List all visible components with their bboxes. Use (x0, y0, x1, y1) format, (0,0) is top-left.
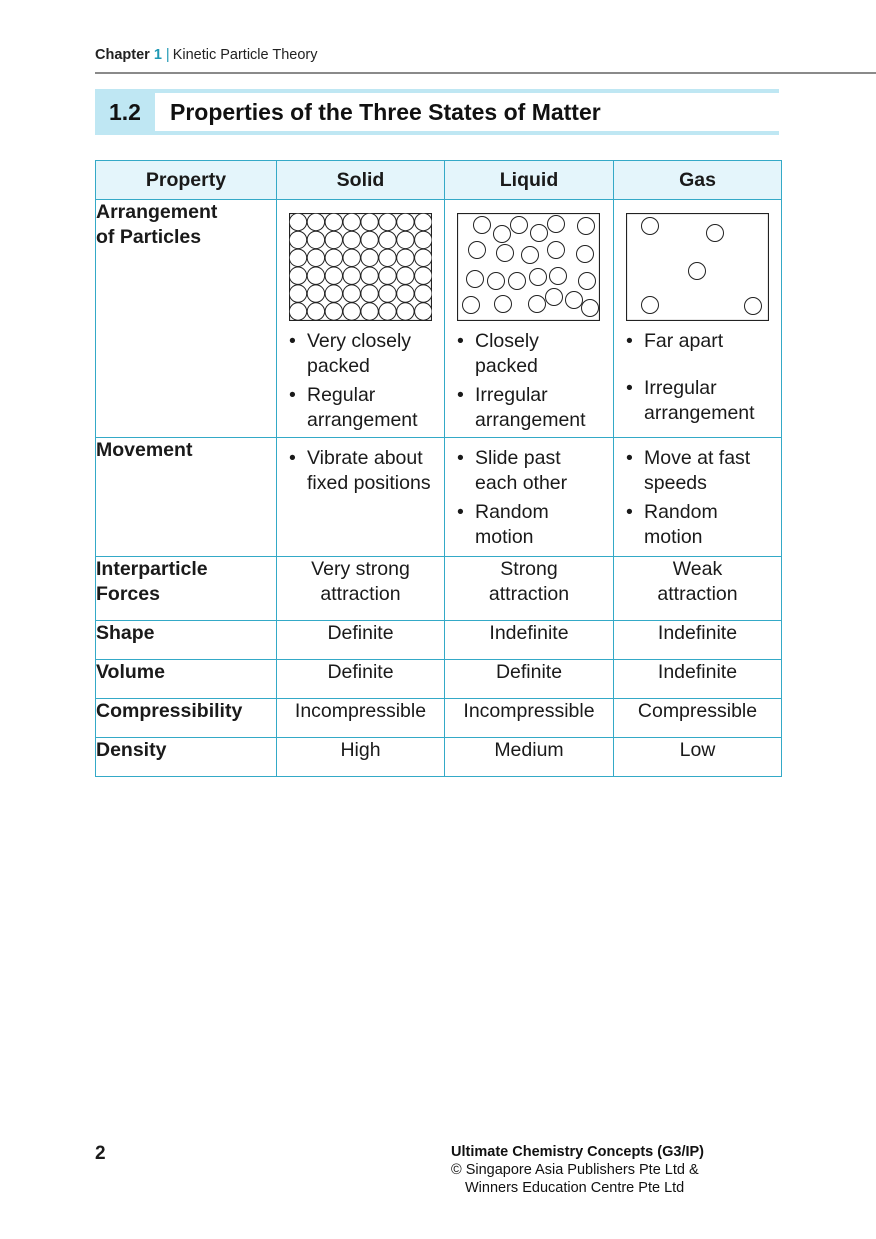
liquid-particles-diagram (457, 213, 600, 321)
chapter-number: 1 (153, 47, 162, 63)
row-label-forces (96, 557, 277, 621)
liquid-movement-cell (445, 438, 614, 557)
list-item: • Regular arrangement (289, 383, 438, 433)
table-row-arrangement (96, 200, 782, 438)
gas-particles-diagram (626, 213, 769, 321)
solid-particle (307, 303, 324, 320)
solid-particle (397, 231, 414, 248)
solid-arrangement-list (289, 329, 438, 433)
list-item: • Vibrate about fixed positions (289, 446, 438, 496)
solid-particle (397, 303, 414, 320)
solid-particle (343, 213, 360, 230)
list-item: • Slide past each other (457, 446, 607, 496)
header-solid: Solid (277, 161, 445, 200)
liquid-arrangement-cell (445, 200, 614, 438)
solid-particle (379, 231, 396, 248)
solid-particle (289, 303, 306, 320)
row-label-line: Interparticle (96, 558, 208, 580)
cell-line: attraction (657, 583, 738, 605)
list-item: • Irregular arrangement (457, 383, 607, 433)
row-label-movement: Movement (96, 438, 277, 557)
solid-particle (325, 231, 342, 248)
gas-density-cell: Low (614, 738, 782, 777)
row-label-line: of Particles (96, 226, 202, 248)
solid-particle (289, 267, 306, 284)
cell-line: attraction (488, 583, 570, 605)
solid-volume-cell: Definite (277, 660, 445, 699)
solid-particle (361, 213, 378, 230)
table-row-forces (96, 557, 782, 621)
solid-particle (379, 249, 396, 266)
liquid-density-cell: Medium (445, 738, 614, 777)
solid-particle (289, 285, 306, 302)
header-gas: Gas (614, 161, 782, 200)
gas-volume-cell: Indefinite (614, 660, 782, 699)
solid-movement-cell (277, 438, 445, 557)
list-item: • Irregular arrangement (626, 376, 775, 426)
solid-particle (289, 213, 306, 230)
solid-particle (343, 303, 360, 320)
table-row-compressibility (96, 699, 782, 738)
solid-particle (307, 231, 324, 248)
cell-line: Very strong (311, 558, 410, 580)
solid-particle (325, 303, 342, 320)
solid-particle (325, 285, 342, 302)
copyright-line: Winners Education Centre Pte Ltd (465, 1180, 685, 1196)
solid-particle (361, 231, 378, 248)
section-number: 1.2 (95, 89, 155, 135)
gas-movement-list (626, 446, 775, 550)
solid-particle (379, 213, 396, 230)
solid-particle (325, 213, 342, 230)
properties-table (95, 160, 782, 777)
gas-movement-cell (614, 438, 782, 557)
liquid-compressibility-cell: Incompressible (445, 699, 614, 738)
row-label-shape: Shape (96, 621, 277, 660)
running-head (95, 47, 317, 63)
table-row-shape (96, 621, 782, 660)
chapter-title: Kinetic Particle Theory (172, 47, 318, 63)
row-label-line: Forces (96, 583, 160, 605)
solid-arrangement-cell (277, 200, 445, 438)
solid-particle (325, 249, 342, 266)
solid-particle (361, 249, 378, 266)
list-item: • Very closely packed (289, 329, 438, 379)
row-label-compressibility: Compressibility (96, 699, 277, 738)
solid-particle (415, 231, 432, 248)
chapter-word: Chapter (95, 47, 150, 63)
solid-particle (361, 285, 378, 302)
solid-particle (415, 267, 432, 284)
solid-particle (397, 213, 414, 230)
header-liquid: Liquid (445, 161, 614, 200)
row-label-volume: Volume (96, 660, 277, 699)
solid-compressibility-cell: Incompressible (277, 699, 445, 738)
solid-particle (307, 285, 324, 302)
section-heading (95, 89, 779, 135)
solid-particle (289, 249, 306, 266)
book-title: Ultimate Chemistry Concepts (G3/IP) (451, 1144, 704, 1160)
list-item: • Random motion (457, 500, 607, 550)
row-label-arrangement (96, 200, 277, 438)
solid-density-cell: High (277, 738, 445, 777)
solid-particle (397, 267, 414, 284)
solid-particle (415, 249, 432, 266)
list-item: • Closely packed (457, 329, 607, 379)
list-item: • Move at fast speeds (626, 446, 775, 496)
solid-particle (379, 267, 396, 284)
gas-shape-cell: Indefinite (614, 621, 782, 660)
section-title: Properties of the Three States of Matter (170, 99, 601, 125)
table-row-density (96, 738, 782, 777)
solid-shape-cell: Definite (277, 621, 445, 660)
chapter-separator: | (165, 47, 170, 63)
solid-particle (343, 285, 360, 302)
solid-particle (343, 267, 360, 284)
solid-particle (379, 303, 396, 320)
solid-particle (325, 267, 342, 284)
cell-line: Strong (500, 558, 558, 580)
solid-particle (361, 303, 378, 320)
solid-particles-diagram (289, 213, 432, 321)
liquid-movement-list (457, 446, 607, 550)
row-label-density: Density (96, 738, 277, 777)
table-row-volume (96, 660, 782, 699)
header-property: Property (96, 161, 277, 200)
list-item: • Random motion (626, 500, 775, 550)
liquid-shape-cell: Indefinite (445, 621, 614, 660)
solid-particle (361, 267, 378, 284)
solid-movement-list (289, 446, 438, 496)
solid-particle (343, 249, 360, 266)
solid-particle (307, 213, 324, 230)
header-rule (95, 72, 876, 74)
cell-line: Weak (672, 558, 723, 580)
gas-arrangement-list (626, 329, 775, 426)
solid-particle (397, 285, 414, 302)
solid-forces-cell (277, 557, 445, 621)
row-label-line: Arrangement (96, 201, 218, 223)
solid-particle (397, 249, 414, 266)
solid-particle (415, 303, 432, 320)
gas-arrangement-cell (614, 200, 782, 438)
liquid-volume-cell: Definite (445, 660, 614, 699)
gas-compressibility-cell: Compressible (614, 699, 782, 738)
cell-line: attraction (320, 583, 401, 605)
solid-particle (415, 213, 432, 230)
table-header-row (96, 161, 782, 200)
solid-particle (307, 249, 324, 266)
page-number: 2 (95, 1143, 106, 1164)
solid-particle (379, 285, 396, 302)
solid-particle (307, 267, 324, 284)
solid-particle (415, 285, 432, 302)
gas-forces-cell (614, 557, 782, 621)
table-row-movement (96, 438, 782, 557)
copyright-line: © Singapore Asia Publishers Pte Ltd & (451, 1162, 699, 1178)
list-item: • Far apart (626, 329, 775, 354)
footer-credits (451, 1143, 704, 1197)
solid-particle (289, 231, 306, 248)
solid-particle (343, 231, 360, 248)
liquid-forces-cell (445, 557, 614, 621)
liquid-arrangement-list (457, 329, 607, 433)
